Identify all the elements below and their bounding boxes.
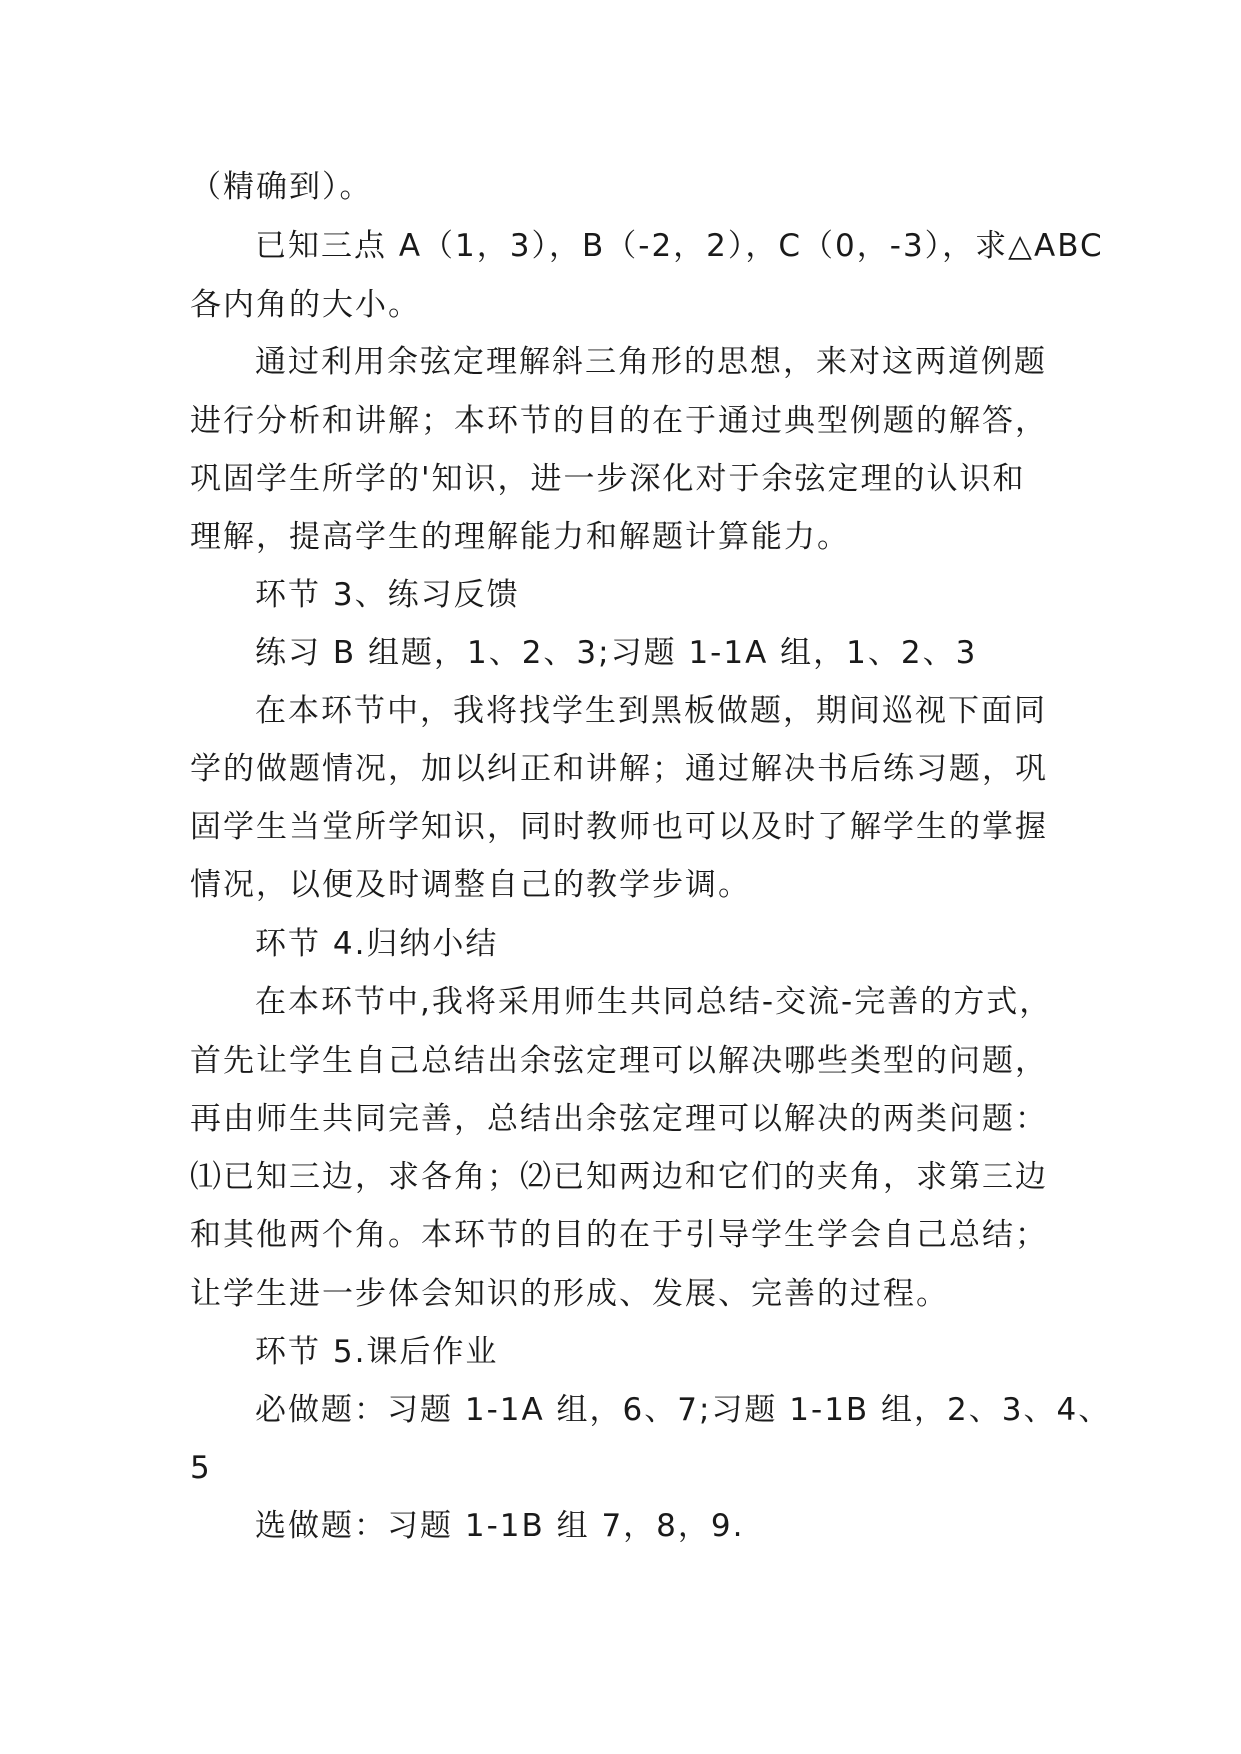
text-line: 再由师生共同完善，总结出余弦定理可以解决的两类问题： <box>190 1101 1048 1137</box>
text-line: 首先让学生自己总结出余弦定理可以解决哪些类型的问题， <box>190 1043 1048 1079</box>
text-line: 学的做题情况，加以纠正和讲解；通过解决书后练习题，巩 <box>190 751 1048 787</box>
text-line: 已知三点 A（1，3），B（-2，2），C（0，-3），求△ABC <box>255 228 1104 264</box>
text-line: 选做题：习题 1-1B 组 7，8，9. <box>255 1508 745 1544</box>
text-line: 和其他两个角。本环节的目的在于引导学生学会自己总结； <box>190 1217 1048 1253</box>
section-heading: 环节 5.课后作业 <box>255 1334 499 1370</box>
text-line: 必做题：习题 1-1A 组，6、7;习题 1-1B 组，2、3、4、 <box>255 1392 1112 1428</box>
text-line: （精确到）。 <box>190 169 373 205</box>
text-line: 在本环节中,我将采用师生共同总结-交流-完善的方式， <box>255 984 1053 1020</box>
text-line: 通过利用余弦定理解斜三角形的思想，来对这两道例题 <box>255 344 1047 380</box>
text-line: 让学生进一步体会知识的形成、发展、完善的过程。 <box>190 1276 949 1312</box>
text-line: 5 <box>190 1450 212 1486</box>
text-line: 巩固学生所学的'知识，进一步深化对于余弦定理的认识和 <box>190 461 1026 497</box>
text-line: ⑴已知三边，求各角；⑵已知两边和它们的夹角，求第三边 <box>190 1159 1048 1195</box>
section-heading: 环节 3、练习反馈 <box>255 577 520 613</box>
text-line: 各内角的大小。 <box>190 287 421 323</box>
section-heading: 环节 4.归纳小结 <box>255 926 499 962</box>
text-line: 情况，以便及时调整自己的教学步调。 <box>190 867 751 903</box>
text-line: 理解，提高学生的理解能力和解题计算能力。 <box>190 519 850 555</box>
text-line: 进行分析和讲解；本环节的目的在于通过典型例题的解答， <box>190 403 1048 439</box>
text-line: 在本环节中，我将找学生到黑板做题，期间巡视下面同 <box>255 693 1047 729</box>
text-line: 固学生当堂所学知识，同时教师也可以及时了解学生的掌握 <box>190 809 1048 845</box>
text-line: 练习 B 组题，1、2、3;习题 1-1A 组，1、2、3 <box>255 635 978 671</box>
